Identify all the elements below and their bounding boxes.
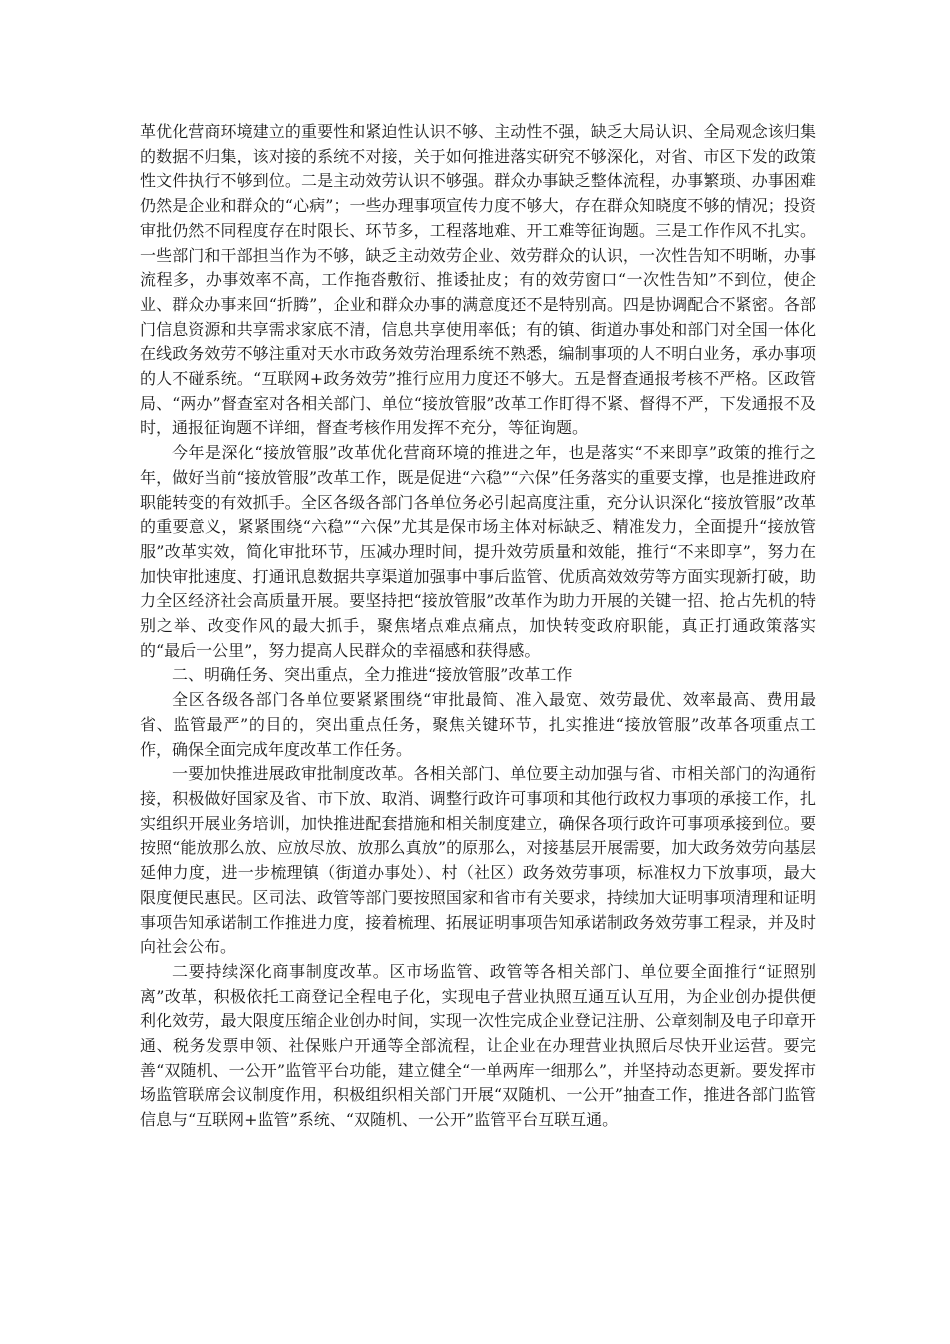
paragraph-5: 二要持续深化商事制度改革。区市场监管、政管等各相关部门、单位要全面推行“证照别离”改革，积极依托工商登记全程电子化，实现电子营业执照互通互认互用，为企业创办提供便利化效劳，最大限度压缩企业创办时间，实现一次性完成企业登记注册、公章刻制及电子印章开通、税务发票申领、社保账户开通等全部流程，让企业在办理营业执照后尽快开业运营。要完善“双随机、一公开”监管平台功能，建立健全“一单两库一细那么”，并坚持动态更新。要发挥市场监管联席会议制度作用，积极组织相关部门开展“双随机、一公开”抽查工作，推进各部门监管信息与“互联网+监管”系统、“双随机、一公开”监管平台互联互通。 xyxy=(140,961,816,1130)
paragraph-3: 全区各级各部门各单位要紧紧围绕“审批最简、准入最宽、效劳最优、效率最高、费用最省、监管最严”的目的，突出重点任务，聚焦关键环节，扎实推进“接放管服”改革各项重点工作，确保全面完成年度改革工作任务。 xyxy=(140,690,816,759)
section-heading: 二、明确任务、突出重点，全力推进“接放管服”改革工作 xyxy=(172,665,573,685)
paragraph-4: 一要加快推进展政审批制度改革。各相关部门、单位要主动加强与省、市相关部门的沟通衔接，积极做好国家及省、市下放、取消、调整行政许可事项和其他行政权力事项的承接工作，扎实组织开展业务培训，加快推进配套措施和相关制度建立，确保各项行政许可事项承接到位。要按照“能放那么放、应放尽放、放那么真放”的原那么，对接基层开展需要，加大政务效劳向基层延伸力度，进一步梳理镇（街道办事处）、村（社区）政务效劳事项，标准权力下放事项，最大限度便民惠民。区司法、政管等部门要按照国家和省市有关要求，持续加大证明事项清理和证明事项告知承诺制工作推进力度，接着梳理、拓展证明事项告知承诺制政务效劳事工程录，并及时向社会公布。 xyxy=(140,764,816,957)
paragraph-2: 今年是深化“接放管服”改革优化营商环境的推进之年，也是落实“不来即享”政策的推行之年，做好当前“接放管服”改革工作，既是促进“六稳”“六保”任务落实的重要支撑，也是推进政府职能转变的有效抓手。全区各级各部门各单位务必引起高度注重，充分认识深化“接放管服”改革的重要意义，紧紧围绕“六稳”“六保”尤其是保市场主体对标缺乏、精准发力，全面提升“接放管服”改革实效，简化审批环节，压减办理时间，提升效劳质量和效能，推行“不来即享”，努力在加快审批速度、打通讯息数据共享渠道加强事中事后监管、优质高效效劳等方面实现新打破，助力全区经济社会高质量开展。要坚持把“接放管服”改革作为助力开展的关键一招、抢占先机的特别之举、改变作风的最大抓手，聚焦堵点难点痛点，加快转变政府职能，真正打通政策落实的“最后一公里”，努力提高人民群众的幸福感和获得感。 xyxy=(140,443,816,660)
paragraph-1: 革优化营商环境建立的重要性和紧迫性认识不够、主动性不强，缺乏大局认识、全局观念该归集的数据不归集，该对接的系统不对接，关于如何推进落实研究不够深化，对省、市区下发的政策性文件执行不够到位。二是主动效劳认识不够强。群众办事缺乏整体流程，办事繁琐、办事困难仍然是企业和群众的“心病”；一些办理事项宣传力度不够大，存在群众知晓度不够的情况；投资审批仍然不同程度存在时限长、环节多，工程落地难、开工难等征询题。三是工作作风不扎实。一些部门和干部担当作为不够，缺乏主动效劳企业、效劳群众的认识，一次性告知不明晰，办事流程多，办事效率不高，工作拖沓敷衍、推诿扯皮；有的效劳窗口“一次性告知”不到位，使企业、群众办事来回“折腾”，企业和群众办事的满意度还不是特别高。四是协调配合不紧密。各部门信息资源和共享需求家底不清，信息共享使用率低；有的镇、街道办事处和部门对全国一体化在线政务效劳不够注重对天水市政务效劳治理系统不熟悉，编制事项的人不明白业务，承办事项的人不碰系统。“互联网+政务效劳”推行应用力度还不够大。五是督查通报考核不严格。区政管局、“两办”督查室对各相关部门、单位“接放管服”改革工作盯得不紧、督得不严，下发通报不及时，通报征询题不详细，督查考核作用发挥不充分，等征询题。 xyxy=(140,122,816,438)
